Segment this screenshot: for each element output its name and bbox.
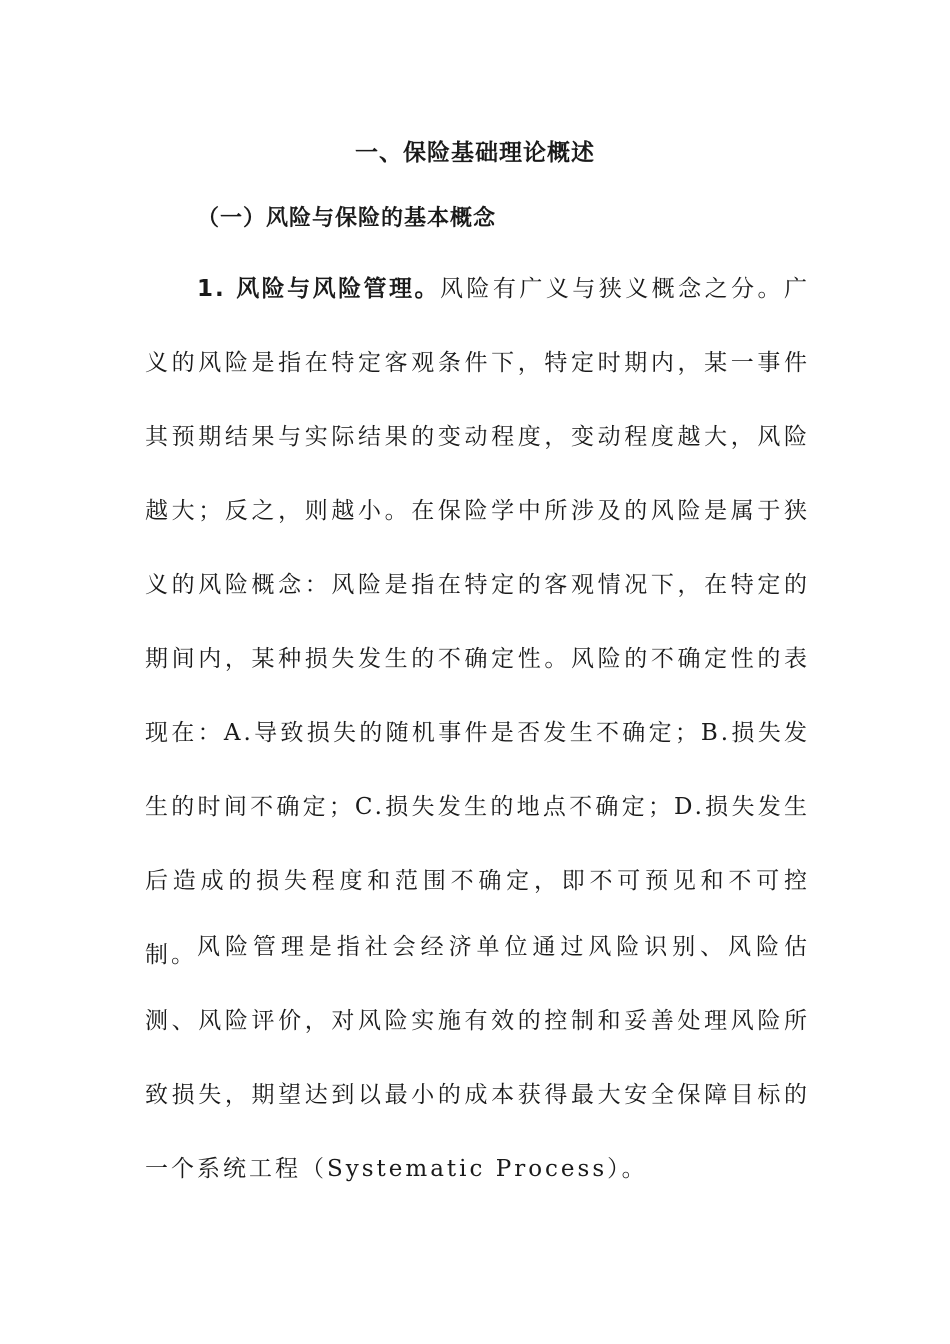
paragraph-risk-definition (145, 252, 810, 992)
paragraph-body: 风险有广义与狭义概念之分。广义的风险是指在特定客观条件下，特定时期内，某一事件其预期结果与实际结果的变动程度，变动程度越大，风险越大；反之，则越小。在保险学中所涉及的风险是属于狭义的风险概念：风险是指在特定的客观情况下，在特定的期间内，某种损失发生的不确定性。风险的不确定性的表现在：A.导致损失的随机事件是否发生不确定；B.损失发生的时间不确定；C.损失发生的地点不确定；D.损失发生后造成的损失程度和范围不确定，即不可预见和不可控制。 (145, 276, 811, 968)
paragraph-risk-management (145, 910, 810, 1206)
paragraph-body: 风险管理是指社会经济单位通过风险识别、风险估测、风险评价，对风险实施有效的控制和妥善处理风险所致损失，期望达到以最小的成本获得最大安全保障目标的一个系统工程（Systematic Process）。 (145, 934, 810, 1182)
chapter-title: 一、保险基础理论概述 (355, 140, 595, 166)
section-title: （一）风险与保险的基本概念 (197, 206, 497, 231)
paragraph-lead-term: 1. 风险与风险管理。 (197, 276, 440, 302)
